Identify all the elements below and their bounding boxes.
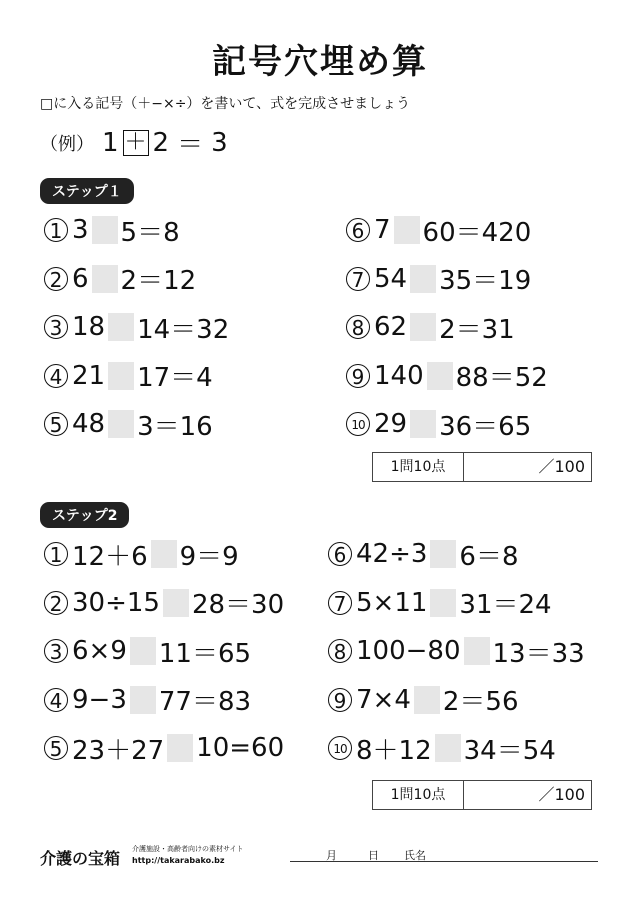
problem-number: 1	[44, 218, 68, 242]
score-label: 1問10点	[373, 781, 464, 809]
problem-left: 5×11	[356, 587, 428, 618]
example-b: 2	[152, 127, 170, 158]
problem-number: 5	[44, 736, 68, 760]
example-equals: ＝	[177, 130, 204, 160]
problem-number: 9	[346, 364, 370, 388]
answer-box[interactable]	[410, 313, 436, 341]
problem-number: 9	[328, 688, 352, 712]
answer-box[interactable]	[430, 589, 456, 617]
problem-4	[44, 359, 213, 393]
problem-number: 7	[328, 591, 352, 615]
answer-box[interactable]	[414, 686, 440, 714]
problem-number: 4	[44, 364, 68, 388]
answer-box[interactable]	[435, 734, 461, 762]
problem-7	[346, 262, 531, 296]
problem-left: 30÷15	[72, 587, 160, 618]
site-url: http://takarabako.bz	[132, 856, 225, 865]
score-value: ／100	[538, 457, 585, 476]
answer-box[interactable]	[130, 637, 156, 665]
answer-box[interactable]	[108, 362, 134, 390]
problem-left: 7×4	[356, 684, 411, 715]
problem-number: 7	[346, 267, 370, 291]
problem-right: 13＝33	[492, 638, 585, 669]
example-operator-box: ＋	[124, 129, 147, 155]
problem-8	[328, 634, 585, 668]
problem-right: 3＝16	[137, 411, 213, 442]
problem-left: 18	[72, 312, 106, 342]
problem-7	[328, 586, 552, 620]
step2-badge: ステップ2	[40, 502, 129, 528]
step2-score-box	[372, 780, 592, 810]
answer-box[interactable]	[130, 686, 156, 714]
answer-box[interactable]	[92, 265, 118, 293]
problem-right: 9＝9	[179, 541, 239, 572]
name-label: 氏名	[404, 849, 426, 862]
example-equation	[40, 124, 228, 161]
problem-right: 17＝4	[137, 363, 213, 393]
problem-right: 10=60	[196, 733, 285, 763]
problem-10	[328, 731, 556, 765]
problem-9	[328, 683, 519, 717]
page-title: 記号穴埋め算	[212, 42, 428, 82]
problem-left: 12＋6	[72, 541, 148, 572]
problem-right: 35＝19	[439, 266, 532, 296]
problem-2	[44, 262, 196, 296]
step1-badge: ステップ１	[40, 178, 134, 204]
problem-number: 6	[346, 218, 370, 242]
answer-box[interactable]	[151, 540, 177, 568]
problem-right: 11＝65	[158, 638, 252, 669]
problem-left: 6×9	[72, 636, 127, 666]
problem-left: 140	[374, 360, 424, 391]
score-value: ／100	[538, 785, 585, 804]
problem-6	[328, 537, 519, 571]
problem-number: 8	[328, 639, 352, 663]
problem-right: 77＝83	[158, 687, 252, 717]
problem-left: 54	[374, 263, 408, 294]
problem-number: 8	[346, 315, 370, 339]
problem-1	[44, 213, 180, 247]
answer-box[interactable]	[394, 216, 420, 244]
answer-box[interactable]	[108, 410, 134, 438]
answer-box[interactable]	[92, 216, 118, 244]
problem-1	[44, 537, 239, 571]
answer-box[interactable]	[430, 540, 456, 568]
problem-left: 7	[374, 215, 391, 245]
problem-number: 4	[44, 688, 68, 712]
problem-right: 2＝31	[439, 314, 515, 345]
problem-5	[44, 731, 284, 765]
problem-left: 42÷3	[356, 539, 428, 569]
problem-number: 5	[44, 412, 68, 436]
problem-right: 60＝420	[422, 217, 532, 248]
problem-5	[44, 407, 213, 441]
problem-number: 6	[328, 542, 352, 566]
problem-right: 28＝30	[191, 590, 285, 620]
tagline-text: 介護施設・高齢者向けの素材サイト	[132, 845, 244, 853]
answer-box[interactable]	[410, 265, 436, 293]
problem-left: 3	[72, 215, 89, 245]
day-label: 日	[368, 849, 379, 862]
problem-left: 9−3	[72, 684, 127, 715]
problem-left: 8＋12	[356, 735, 432, 766]
problem-right: 88＝52	[455, 363, 548, 393]
score-label: 1問10点	[373, 453, 464, 481]
problem-right: 36＝65	[439, 411, 532, 442]
problem-left: 6	[72, 263, 89, 294]
answer-box[interactable]	[167, 734, 193, 762]
problem-8	[346, 310, 515, 344]
answer-box[interactable]	[464, 637, 490, 665]
problem-number: 1	[44, 542, 68, 566]
problem-number: 2	[44, 591, 68, 615]
problem-right: 2＝12	[120, 266, 197, 296]
problem-left: 29	[374, 409, 408, 439]
problem-left: 48	[72, 409, 106, 439]
answer-box[interactable]	[410, 410, 436, 438]
example-prefix: （例）	[40, 133, 94, 155]
problem-right: 14＝32	[137, 314, 230, 345]
problem-left: 21	[72, 360, 106, 391]
brand-tagline	[132, 844, 244, 866]
problem-9	[346, 359, 548, 393]
problem-number: 3	[44, 639, 68, 663]
problem-right: 34＝54	[463, 735, 556, 766]
problem-number: 10	[328, 736, 352, 760]
problem-4	[44, 683, 251, 717]
problem-left: 100−80	[356, 636, 461, 666]
problem-right: 6＝8	[459, 541, 519, 572]
problem-left: 23＋27	[72, 735, 165, 766]
step1-score-box	[372, 452, 592, 482]
problem-left: 62	[374, 312, 408, 342]
answer-box[interactable]	[427, 362, 453, 390]
problem-right: 2＝56	[442, 687, 519, 717]
problem-right: 5＝8	[120, 217, 180, 248]
instruction-text: □に入る記号（＋−×÷）を書いて、式を完成させましょう	[40, 96, 411, 112]
month-label: 月	[326, 849, 337, 862]
problem-number: 10	[346, 412, 370, 436]
problem-10	[346, 407, 531, 441]
brand-logo: 介護の宝箱	[40, 849, 121, 868]
problem-number: 3	[44, 315, 68, 339]
problem-3	[44, 634, 251, 668]
problem-right: 31＝24	[459, 590, 552, 620]
problem-6	[346, 213, 531, 247]
problem-2	[44, 586, 284, 620]
answer-box[interactable]	[108, 313, 134, 341]
example-a: 1	[102, 127, 119, 158]
problem-number: 2	[44, 267, 68, 291]
problem-3	[44, 310, 229, 344]
example-c: 3	[211, 127, 228, 158]
answer-box[interactable]	[163, 589, 189, 617]
